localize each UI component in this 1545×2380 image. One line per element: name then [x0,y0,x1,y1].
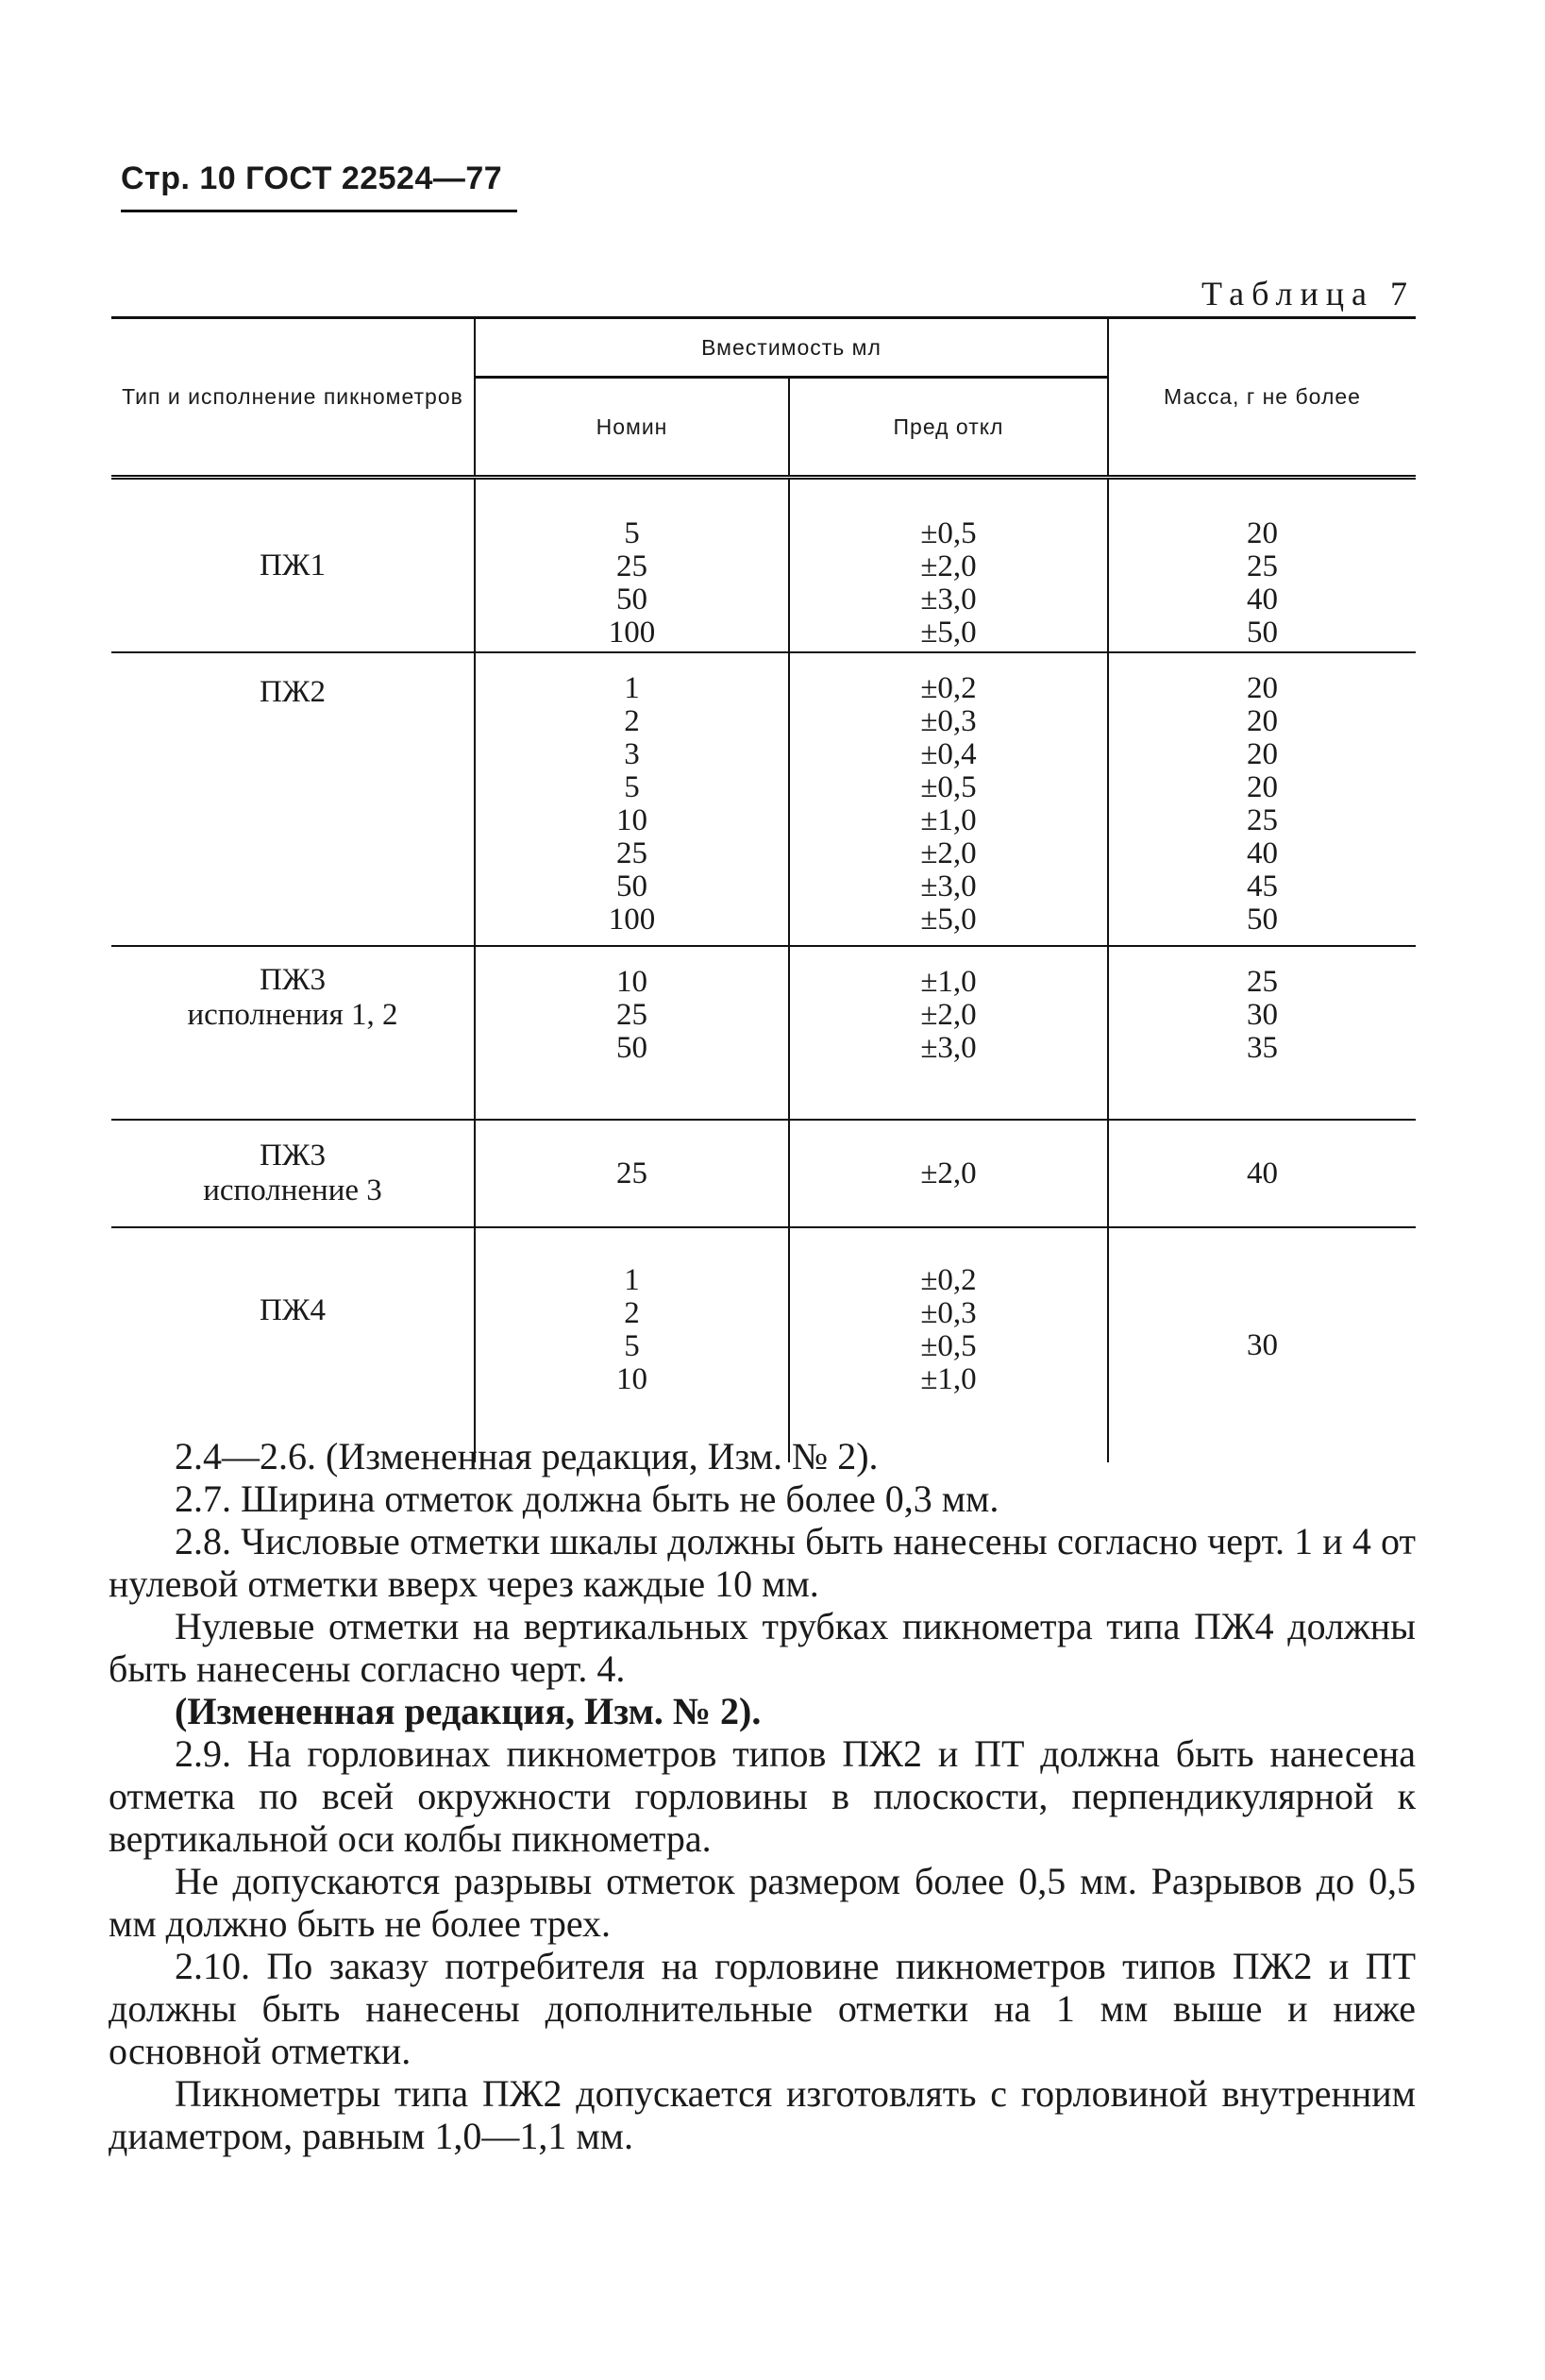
paragraph: (Измененная редакция, Изм. № 2). [175,1690,762,1732]
deviation-value: ±1,0 [920,803,977,837]
page-header: Стр. 10 ГОСТ 22524—77 [121,160,503,196]
nominal-value: 5 [624,770,640,804]
deviation-value: ±0,5 [920,1329,977,1363]
deviation-value: ±5,0 [920,903,977,937]
deviation-value: ±1,0 [920,1362,977,1396]
deviation-value: ±0,2 [920,671,977,705]
col-header-deviation: Пред откл [789,378,1108,478]
paragraph: 2.10. По заказу потребителя на горловине пикнометров типов ПЖ2 и ПТ должны быть нанесены дополнительные отметки на 1 мм выше и ниже основной отметки. [109,1945,1416,2072]
cell-deviation [789,946,1108,1120]
deviation-value: ±2,0 [920,998,977,1032]
table-row [111,946,1416,1120]
table-row [111,478,1416,653]
mass-value: 50 [1247,616,1278,650]
nominal-value: 50 [616,582,647,616]
nominal-value: 100 [608,903,656,937]
nominal-value: 25 [616,1156,647,1190]
col-header-capacity: Вместимость мл [475,318,1108,378]
table-row [111,1227,1416,1462]
table-row [111,652,1416,946]
col-header-nominal: Номин [475,378,789,478]
mass-value: 25 [1247,803,1278,837]
nominal-value: 25 [616,549,647,583]
nominal-value: 3 [624,737,640,771]
nominal-value: 50 [616,869,647,903]
cell-type [111,1227,475,1462]
paragraph: 2.8. Числовые отметки шкалы должны быть нанесены согласно черт. 1 и 4 от нулевой отметки вверх через каждые 10 мм. [109,1520,1416,1605]
type-name: ПЖ2 [260,675,326,709]
nominal-value: 10 [616,803,647,837]
cell-deviation [789,652,1108,946]
nominal-value: 10 [616,1362,647,1396]
mass-value: 20 [1247,770,1278,804]
cell-type [111,478,475,653]
deviation-value: ±5,0 [920,616,977,650]
paragraph: 2.4—2.6. (Измененная редакция, Изм. № 2). [175,1435,879,1477]
mass-value: 35 [1247,1031,1278,1065]
cell-nominal [475,1227,789,1462]
pycnometer-table [111,316,1416,1462]
nominal-value: 5 [624,516,640,550]
nominal-value: 100 [608,616,656,650]
cell-mass [1108,652,1416,946]
cell-mass [1108,1120,1416,1227]
mass-value: 25 [1247,549,1278,583]
mass-value: 20 [1247,516,1278,550]
deviation-value: ±0,3 [920,1296,977,1330]
mass-value: 40 [1247,836,1278,870]
cell-type [111,946,475,1120]
nominal-value: 5 [624,1329,640,1363]
col-header-mass: Масса, г не более [1108,318,1416,478]
col-header-type: Тип и исполнение пикнометров [111,318,475,478]
type-name: ПЖ4 [260,1293,326,1327]
mass-value: 40 [1247,582,1278,616]
deviation-value: ±3,0 [920,1031,977,1065]
type-variant: исполнение 3 [203,1173,382,1207]
nominal-value: 25 [616,836,647,870]
type-name: ПЖ3 [260,1139,326,1173]
deviation-value: ±2,0 [920,549,977,583]
table-caption: Таблица 7 [1201,275,1415,312]
nominal-value: 25 [616,998,647,1032]
cell-deviation [789,1227,1108,1462]
cell-nominal [475,652,789,946]
mass-value: 30 [1247,1327,1278,1362]
mass-value: 20 [1247,671,1278,705]
paragraph: Нулевые отметки на вертикальных трубках пикнометра типа ПЖ4 должны быть нанесены согласно черт. 4. [109,1605,1416,1690]
cell-deviation [789,478,1108,653]
deviation-value: ±3,0 [920,582,977,616]
deviation-value: ±2,0 [920,836,977,870]
cell-deviation [789,1120,1108,1227]
deviation-value: ±0,3 [920,704,977,738]
mass-value: 50 [1247,903,1278,937]
paragraph: Пикнометры типа ПЖ2 допускается изготовлять с горловиной внутренним диаметром, равным 1,0—1,1 мм. [109,2072,1416,2157]
type-variant: исполнения 1, 2 [187,998,398,1032]
mass-value: 45 [1247,869,1278,903]
deviation-value: ±0,2 [920,1263,977,1297]
mass-value: 30 [1247,998,1278,1032]
paragraph: 2.9. На горловинах пикнометров типов ПЖ2 и ПТ должна быть нанесена отметка по всей окружности горловины в плоскости, перпендикулярной к вертикальной оси колбы пикнометра. [109,1732,1416,1860]
nominal-value: 2 [624,1296,640,1330]
deviation-value: ±0,4 [920,737,977,771]
cell-nominal [475,478,789,653]
nominal-value: 1 [624,1263,640,1297]
deviation-value: ±0,5 [920,770,977,804]
nominal-value: 1 [624,671,640,705]
paragraph: Не допускаются разрывы отметок размером более 0,5 мм. Разрывов до 0,5 мм должно быть не более трех. [109,1860,1416,1945]
cell-nominal [475,946,789,1120]
table-container [111,316,1416,1462]
deviation-value: ±2,0 [920,1156,977,1190]
type-name: ПЖ3 [260,963,326,997]
deviation-value: ±3,0 [920,869,977,903]
nominal-value: 10 [616,965,647,999]
mass-value: 20 [1247,704,1278,738]
table-row [111,1120,1416,1227]
mass-value: 40 [1247,1156,1278,1190]
deviation-value: ±1,0 [920,965,977,999]
type-name: ПЖ1 [260,548,326,582]
header-rule [121,210,517,212]
nominal-value: 50 [616,1031,647,1065]
cell-mass [1108,478,1416,653]
cell-type [111,652,475,946]
cell-type [111,1120,475,1227]
mass-value: 20 [1247,737,1278,771]
deviation-value: ±0,5 [920,516,977,550]
paragraph: 2.7. Ширина отметок должна быть не более 0,3 мм. [175,1477,999,1520]
cell-nominal [475,1120,789,1227]
cell-mass [1108,1227,1416,1462]
body-text [109,1435,1416,2157]
cell-mass [1108,946,1416,1120]
nominal-value: 2 [624,704,640,738]
table-head [111,318,1416,478]
table-body [111,478,1416,1463]
mass-value: 25 [1247,965,1278,999]
